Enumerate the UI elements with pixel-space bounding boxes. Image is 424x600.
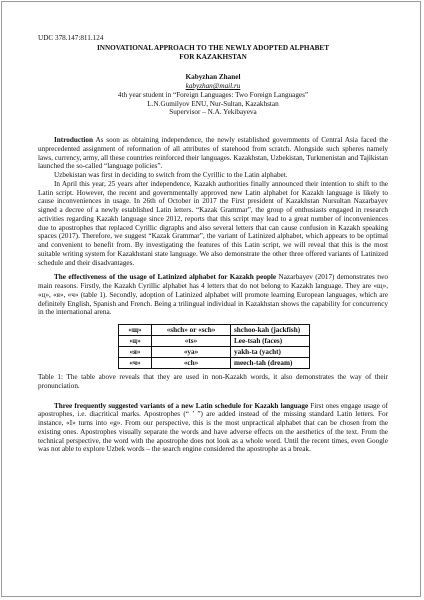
effect-heading: The effectiveness of the usage of Latinized alphabet for Kazakh people <box>54 273 277 282</box>
document-page <box>1 1 421 597</box>
example-word: shchoo-kah (jackfish) <box>231 325 310 336</box>
latin-equivalent: «ch» <box>152 358 231 369</box>
example-word: yakh-ta (yacht) <box>231 347 310 358</box>
author-supervisor: Supervisor – N.A. Yekibayeva <box>169 108 257 117</box>
intro-heading: Introduction <box>54 136 94 144</box>
author-name: Kabyzhan Zhanel <box>185 73 241 82</box>
title-line-2: FOR KAZAKHSTAN <box>179 52 247 61</box>
table-row <box>119 325 310 336</box>
variants-paragraph <box>38 402 388 455</box>
table-row <box>119 347 310 358</box>
author-university: L.N.Gumilyov ENU, Nur-Sultan, Kazakhstan <box>147 99 279 108</box>
latin-equivalent: «ts» <box>152 336 231 347</box>
latin-equivalent: «ya» <box>152 347 231 358</box>
effect-text: Nazarbayev (2017) demonstrates two main reasons. Firstly, the Kazakh Cyrillic alphabet has 4 letters that do not belong to Kazakh language. They are «щ», «ц», «я», «ч» (table 1). Secondly, adoption of Latinized alphabet will promote learning European languages, which are definitely English, Spanish and French. Being a trilingual individual in Kazakhstan shows the capability for concurrency in the international arena. <box>38 273 388 317</box>
example-word: meech-tah (dream) <box>231 358 310 369</box>
intro-paragraph <box>38 136 388 171</box>
table-row <box>119 336 310 347</box>
cyrillic-letter: «ч» <box>119 358 152 369</box>
table-caption: Table 1: The table above reveals that they are used in non-Kazakh words, it also demonstrates the way of their pronunciation. <box>38 373 388 390</box>
table-row <box>119 358 310 369</box>
cyrillic-letter: «я» <box>119 347 152 358</box>
example-word: Lee-tsah (faces) <box>231 336 310 347</box>
cyrillic-letter: «щ» <box>119 325 152 336</box>
intro-text: As soon as obtaining independence, the newly established governments of Central Asia faced the unprecedented assignment of reformation of all attributes of statehood from scratch. Alongside such spheres namely laws, currency, army, all these countries reinforced their languages. Kazakhstan, Uzbekistan, Turkmenistan and Tajikistan launched the so-called “language policies”. <box>38 136 388 171</box>
author-role: 4th year student in “Foreign Languages: Two Foreign Languages” <box>117 90 309 99</box>
title-line-1: INNOVATIONAL APPROACH TO THE NEWLY ADOPTED ALPHABET <box>96 43 330 52</box>
uzbek-paragraph: Uzbekistan was first in deciding to switch from the Cyrillic to the Latin alphabet. <box>54 171 288 179</box>
document-content <box>38 34 388 454</box>
april-paragraph: In April this year, 25 years after independence, Kazakh authorities finally announced their intention to shift to the Latin script. However, the recent and governmentally approved new Latin alphabet for Kazakh language is likely to cause inconveniences in usage. In 26th of October in 2017 the First president of Kazakhstan Nursultan Nazarbayev signed a decree of a newly established Latin letters. “Kazak Grammar”, the group of enthusiasts engaged in research activities regarding Kazakh language since 2012, reports that this script may lead to a great number of inconveniences due to apostrophes that replaced Cyrillic digraphs and also several letters that can cause confusion in Kazakh speaking spaces (2017). Therefore, we suggest “Kazak Grammar”, the variant of Latinized alphabet, which appears to be optimal and convenient to benefit from. By investigating the features of this Latin script, we will reveal that this is the most suitable writing system for Kazakhstani state language. We also demonstrate the other three offered variants of Latinized schedule and their disadvantages. <box>38 179 388 267</box>
effect-paragraph <box>38 273 388 317</box>
letters-table <box>118 324 310 369</box>
variants-text: First ones engage usage of apostrophes, i.e. diacritical marks. Apostrophes (“ ’ ”) are added instead of the missing standard Latin letters. For instance, «І» turns into «g». From our perspective, this is the most unpractical alphabet that can be chosen from the existing ones. Apostrophes visually separate the words and have adverse effects on the aesthetics of the text. From the technical perspective, the word with the apostrophe does not look as a whole word. Until the recent times, even Google was not able to explore Uzbek words – the search engine considered the apostrophe as a break. <box>38 401 388 454</box>
variants-heading: Three frequently suggested variants of a new Latin schedule for Kazakh language <box>54 401 309 410</box>
cyrillic-letter: «ц» <box>119 336 152 347</box>
author-email[interactable]: kabyzhan@mail.ru <box>185 82 241 90</box>
udc-code: UDC 378.147:811.124 <box>38 34 104 42</box>
latin-equivalent: «shch» or «sch» <box>152 325 231 336</box>
